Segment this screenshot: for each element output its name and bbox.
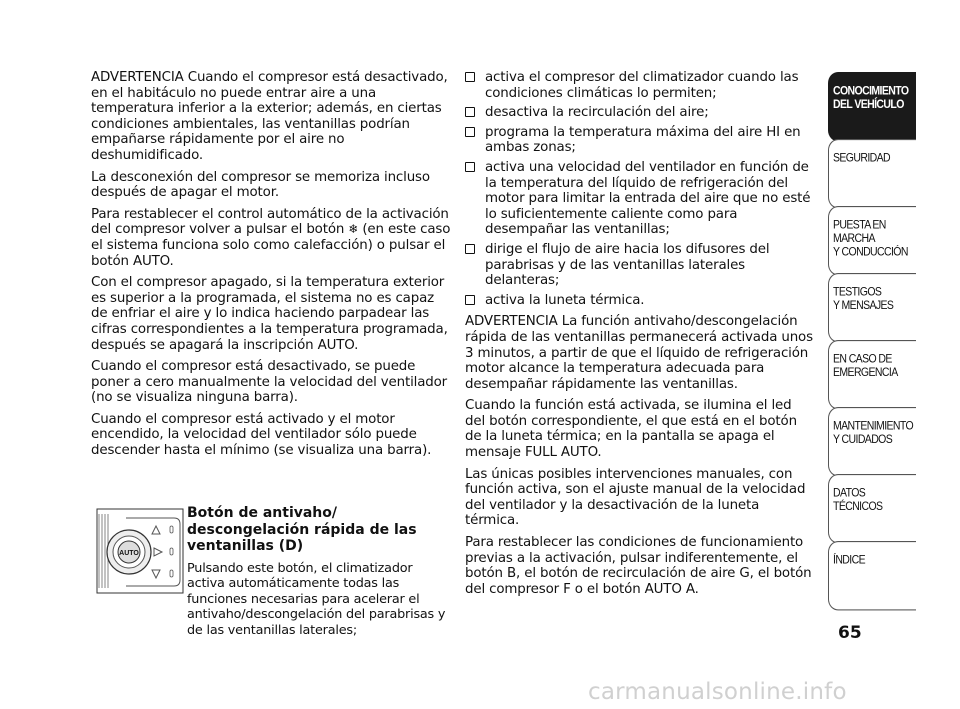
list-item: desactiva la recirculación del aire; [465, 105, 815, 121]
tab-datos-tecnicos[interactable]: DATOS TÉCNICOS [828, 474, 916, 543]
restore-text-before: Para restablecer el control automático de la activación del compresor volver a pulsar el botón [91, 206, 449, 238]
checkbox-bullet-icon [465, 72, 475, 82]
paragraph: Cuando el compresor está desactivado, se puede poner a cero manualmente la velocidad del ventilador (no se visualiza ninguna barra). [91, 359, 448, 406]
tab-conocimiento-del-vehiculo[interactable]: CONOCIMIENTO DEL VEHÍCULO [828, 72, 916, 141]
paragraph-restore [91, 207, 451, 269]
feature-text [187, 505, 452, 638]
checkbox-bullet-icon [465, 127, 475, 137]
list-item: activa una velocidad del ventilador en función de la temperatura del líquido de refrigeración del motor para limitar la entrada del aire que no esté lo suficientemente caliente como para desempañar las ventanillas; [465, 160, 815, 238]
checkbox-bullet-icon [465, 295, 475, 305]
tab-indice[interactable]: ÍNDICE [828, 541, 916, 610]
tab-testigos-y-mensajes[interactable]: TESTIGOS Y MENSAJES [828, 273, 916, 342]
paragraph: ADVERTENCIA La función antivaho/descongelación rápida de las ventanillas permanecerá activada unos 3 minutos, a partir de que el líquido de refrigeración motor alcance la temperatura adecuada para desempañar rápidamente las ventanillas. [465, 314, 813, 392]
tab-seguridad[interactable]: SEGURIDAD [828, 139, 916, 208]
list-item: programa la temperatura máxima del aire HI en ambas zonas; [465, 125, 815, 156]
paragraph: Las únicas posibles intervenciones manuales, con función activa, son el ajuste manual de la velocidad del ventilador y la desactivación de la luneta térmica. [465, 466, 806, 529]
checkbox-bullet-icon [465, 162, 475, 172]
section-tabs [828, 72, 916, 608]
auto-button-label: AUTO [119, 550, 139, 557]
paragraph: Para restablecer las condiciones de funcionamiento previas a la activación, pulsar indiferentemente, el botón B, el botón de recirculación de aire G, el botón del compresor F o el botón AUTO A. [465, 535, 812, 597]
paragraph: Cuando el compresor está activado y el motor encendido, la velocidad del ventilador sólo puede descender hasta el mínimo (se visualiza una barra). [91, 411, 432, 459]
paragraph: ADVERTENCIA Cuando el compresor está desactivado, en el habitáculo no puede entrar aire a una temperatura inferior a la exterior; además, en ciertas condiciones ambientales, las ventanillas podrían empañarse rápidamente por el aire no deshumidificado. [91, 70, 448, 163]
function-list [465, 70, 815, 308]
tab-puesta-en-marcha[interactable]: PUESTA EN MARCHA Y CONDUCCIÓN [828, 206, 916, 275]
feature-body: Pulsando este botón, el climatizador activa automáticamente todas las funciones necesarias para acelerar el antivaho/descongelación del parabrisas y de las ventanillas laterales; [187, 560, 446, 638]
watermark: carmanualsonline.info [588, 679, 847, 705]
paragraph: La desconexión del compresor se memoriza incluso después de apagar el motor. [91, 169, 430, 201]
left-column [91, 70, 451, 465]
right-column [465, 70, 815, 603]
restore-text-after: (en este caso el sistema funciona solo como calefacción) o pulsar el botón AUTO. [91, 222, 451, 269]
list-item: activa el compresor del climatizador cuando las condiciones climáticas lo permiten; [465, 70, 815, 101]
checkbox-bullet-icon [465, 244, 475, 254]
climate-control-panel-illustration [96, 508, 184, 594]
tab-en-caso-de-emergencia[interactable]: EN CASO DE EMERGENCIA [828, 340, 916, 409]
feature-heading: Botón de antivaho/ descongelación rápida de las ventanillas (D) [187, 505, 417, 554]
tab-mantenimiento[interactable]: MANTENIMIENTO Y CUIDADOS [828, 407, 916, 476]
snowflake-icon: ❄ [348, 222, 359, 237]
page-number: 65 [838, 623, 862, 643]
paragraph: Con el compresor apagado, si la temperatura exterior es superior a la programada, el sistema no es capaz de enfriar el aire y lo indica haciendo parpadear las cifras correspondientes a la temperatura programada, después se apagará la inscripción AUTO. [91, 275, 448, 353]
list-item: dirige el flujo de aire hacia los difusores del parabrisas y de las ventanillas laterales delanteras; [465, 242, 815, 289]
checkbox-bullet-icon [465, 107, 475, 117]
list-item: activa la luneta térmica. [465, 293, 815, 309]
paragraph: Cuando la función está activada, se ilumina el led del botón correspondiente, el que está en el botón de la luneta térmica; en la pantalla se apaga el mensaje FULL AUTO. [465, 398, 797, 461]
defrost-feature-section [96, 505, 456, 645]
